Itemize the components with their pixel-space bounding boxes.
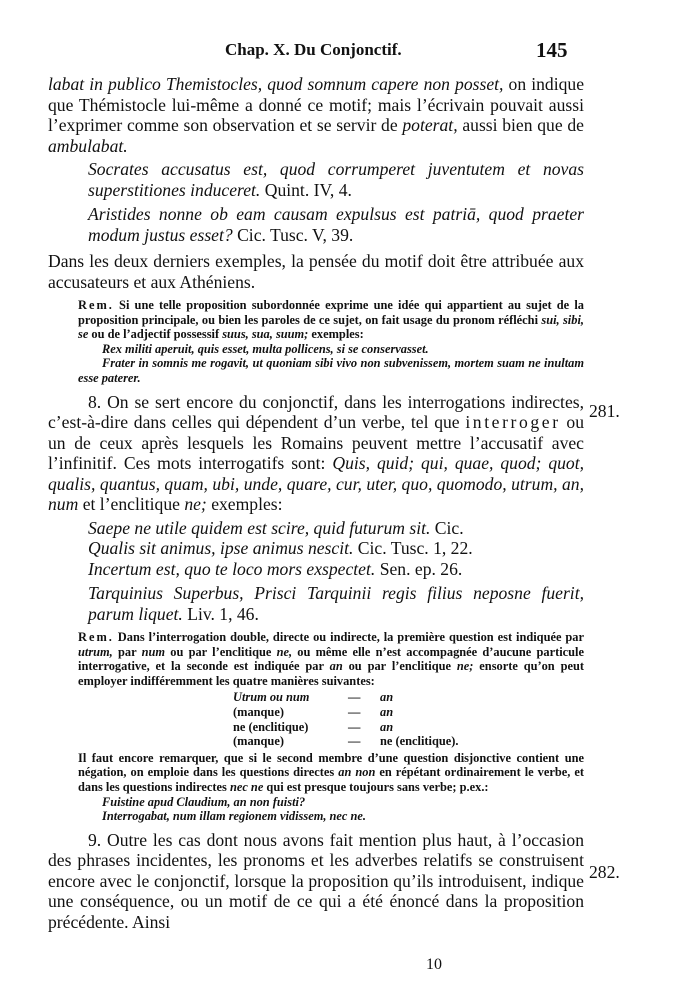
table-dash: —	[348, 690, 361, 705]
text: et l’enclitique	[78, 494, 185, 515]
latin-text: ne;	[456, 659, 474, 674]
citation: Cic.	[430, 517, 464, 538]
citation: Quint. IV, 4.	[260, 179, 352, 200]
remark-label: Rem.	[78, 298, 114, 312]
text: 8. On se sert encore du conjonctif, dans les interrogations indirectes, c’est-à-dire dans celles qui dépendent d’un verbe, tel que	[48, 391, 584, 433]
paragraph: 9. Outre les cas dont nous avons fait mention plus haut, à l’occasion des phrases incidentes, les pronoms et les adverbes relatifs se construisent encore avec le conjonctif, lorsque la proposition qu’ils introduisent, indique une conséquence, ou un motif de ce qui a été énoncé dans la proposition précédente. Ainsi	[48, 829, 584, 932]
latin-text: nec ne	[229, 780, 264, 794]
text: ou un de ceux après lesquels les Romains peuvent mettre l’accusatif avec l’infinitif. Ces mots interrogatifs sont:	[48, 412, 584, 474]
running-head: Chap. X. Du Conjonctif.	[225, 40, 402, 59]
table-dash: —	[348, 705, 361, 720]
paragraph	[48, 74, 584, 156]
latin-example: Qualis sit animus, ipse animus nescit.	[88, 538, 354, 559]
text: ou par l’enclitique	[342, 659, 457, 674]
remark	[78, 630, 584, 824]
latin-text: utrum,	[78, 644, 113, 659]
latin-text: poterat,	[402, 115, 458, 135]
latin-text: an non	[338, 765, 376, 780]
example	[88, 518, 584, 539]
text: on indique que Thémistocle lui-même a donné ce motif; mais l’écrivain pouvait aussi l’exprimer comme son observation et se servir de	[48, 74, 585, 135]
latin-example: Aristides nonne ob eam causam expulsus est patriā, quod praeter modum justus esset?	[88, 204, 584, 245]
emphasis: interroger	[465, 412, 561, 433]
latin-text: ne,	[276, 644, 293, 659]
table-cell: an	[380, 705, 394, 720]
margin-section-number: 282.	[589, 862, 620, 882]
text: exemples:	[308, 327, 364, 342]
text: exemples:	[206, 494, 283, 515]
page-number: 145	[536, 38, 568, 62]
citation: Sen. ep. 26.	[375, 558, 463, 579]
text: ensorte qu’on peut employer indifféremment les quatre manières suivantes:	[78, 659, 584, 688]
latin-example: Rex militi aperuit, quis esset, multa pollicens, si se conservasset.	[102, 341, 429, 356]
text: aussi bien que de	[457, 115, 584, 135]
remark	[78, 298, 584, 386]
paragraph	[48, 392, 584, 515]
example	[88, 159, 584, 200]
text: qui est presque toujours sans verbe; p.ex.:	[263, 780, 489, 794]
table-cell: (manque)	[233, 734, 284, 749]
table-cell: Utrum ou num	[233, 690, 310, 705]
citation: Cic. Tusc. V, 39.	[232, 224, 354, 245]
latin-text: ne;	[184, 494, 207, 515]
table-dash: —	[348, 734, 361, 749]
latin-text: ambulabat.	[48, 135, 128, 156]
table-cell: an	[380, 719, 394, 734]
latin-text: sui, sibi, se	[78, 312, 584, 342]
remark-text	[78, 751, 584, 824]
latin-example: Tarquinius Superbus, Prisci Tarquinii regis filius neposne fuerit, parum liquet.	[88, 583, 584, 624]
citation: Cic. Tusc. 1, 22.	[353, 538, 473, 559]
latin-example: Socrates accusatus est, quod corrumperet juventutem et novas superstitiones induceret.	[88, 159, 584, 200]
latin-example: Fuistine apud Claudium, an non fuisti?	[102, 794, 306, 809]
page-header	[0, 38, 692, 68]
text: Si une telle proposition subordonnée exprime une idée qui appartient au sujet de la proposition principale, ou bien les paroles de ce sujet, on fait usage du pronom réfléchi	[78, 298, 584, 327]
citation: Liv. 1, 46.	[182, 603, 259, 624]
latin-text: suus, sua, suum;	[222, 327, 309, 342]
text: ou de l’adjectif possessif	[88, 327, 223, 342]
table-cell: ne (enclitique).	[380, 734, 459, 749]
margin-section-number: 281.	[589, 401, 620, 421]
example	[88, 559, 584, 580]
table-cell: ne (enclitique)	[233, 719, 309, 734]
table-cell: an	[380, 690, 394, 705]
latin-example: Saepe ne utile quidem est scire, quid futurum sit.	[88, 517, 431, 538]
remark-text	[78, 630, 584, 688]
table-cell: (manque)	[233, 705, 284, 720]
table-dash: —	[348, 719, 361, 734]
text: Il faut encore remarquer, que si le second membre d’une question disjonctive contient une négation, on emploie dans les questions directes	[78, 750, 584, 780]
text: par	[112, 644, 142, 659]
text: ou par l’enclitique	[165, 644, 277, 659]
signature-mark: 10	[426, 956, 442, 973]
latin-text: an	[329, 659, 343, 674]
text: Dans l’interrogation double, directe ou indirecte, la première question est indiquée par	[113, 630, 584, 645]
example	[88, 583, 584, 624]
latin-example: Incertum est, quo te loco mors exspectet.	[88, 558, 376, 579]
particle-table	[233, 690, 584, 748]
example	[88, 204, 584, 245]
remark-label: Rem.	[78, 630, 114, 645]
latin-example: Interrogabat, num illam regionem vidissem, nec ne.	[102, 809, 367, 824]
text: ou même elle n’est accompagnée d’aucune particule interrogative, et la seconde est indiquée par	[78, 644, 584, 674]
paragraph: Dans les deux derniers exemples, la pensée du motif doit être attribuée aux accusateurs et aux Athéniens.	[48, 251, 584, 292]
text: en répétant ordinairement le verbe, et dans les questions indirectes	[78, 765, 584, 794]
latin-text: Quis, quid; qui, quae, quod; quot, qualis, quantus, quam, ubi, unde, quare, cur, uter, quo, quomodo, utrum, an, num	[48, 453, 585, 515]
latin-example: Frater in somnis me rogavit, ut quoniam sibi vivo non subvenissem, mortem suam ne inultam esse paterer.	[78, 356, 584, 385]
latin-text: num	[141, 644, 166, 659]
example	[88, 538, 584, 559]
latin-text: labat in publico Themistocles, quod somnum capere non posset,	[48, 74, 504, 94]
page-body	[48, 74, 584, 932]
